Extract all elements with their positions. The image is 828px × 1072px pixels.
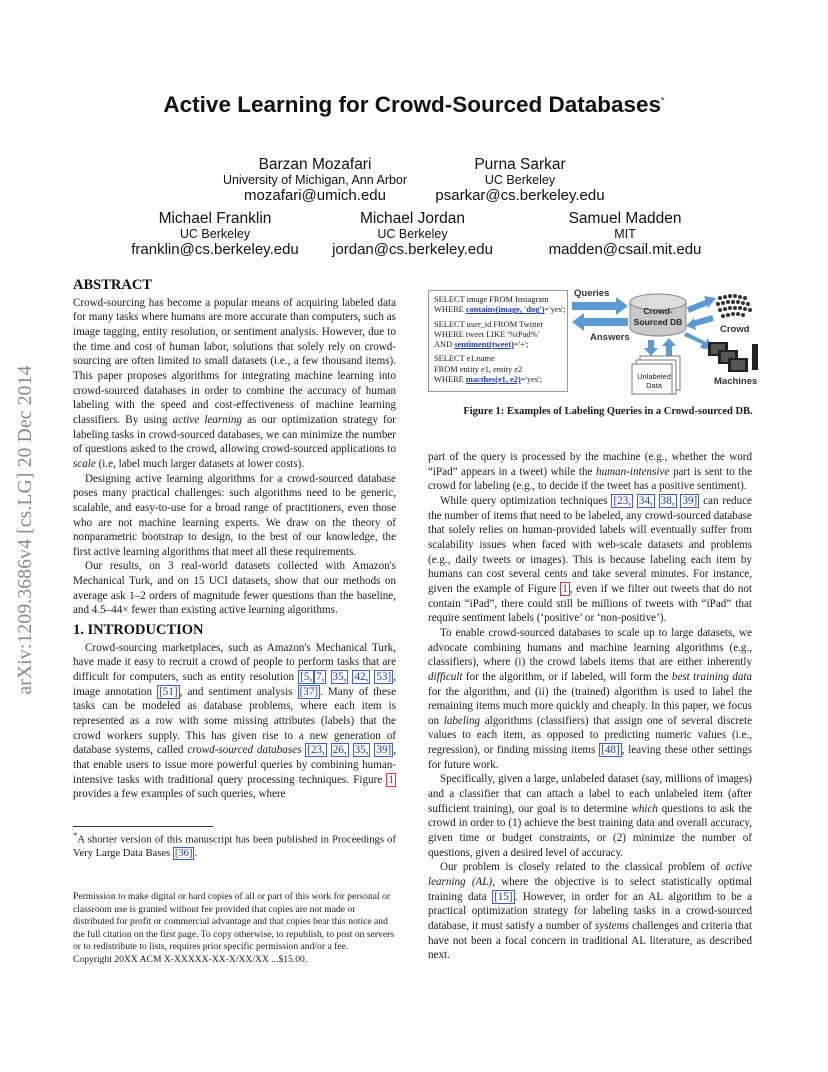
figure-link[interactable]: 1: [388, 773, 394, 786]
arxiv-stamp: [6, 290, 46, 770]
intro-paragraph: Crowd-sourcing marketplaces, such as Amazon's Mechanical Turk, have made it easy to recruit a crowd of people to perform tasks that are difficult for computers, such as entity resolution [5, 7, 35, 42, 53] , image annotation [51] , and sentiment analysis [37] . Many of these tasks can be modeled as database problems, where each item is represented as a row with some missing attributes (labels) that the crowd workers supply. This has given rise to a new generation of database systems, called crowd-sourced databases [23, 26, 35, 39] , that enable users to issue more powerful queries by combining human-intensive tasks with traditional query processing techniques. Figure 1 provides a few examples of such queries, where: [73, 641, 397, 801]
author-block: [405, 156, 635, 205]
citation-link[interactable]: 42,: [354, 671, 369, 684]
citation-link[interactable]: 39]: [682, 494, 698, 507]
queries-label: Queries: [574, 288, 610, 299]
author-block: [310, 210, 515, 259]
data-arrow: [644, 340, 658, 356]
author-block: [110, 210, 320, 259]
permission-text: Permission to make digital or hard copies of all or part of this work for personal or classroom use is granted without fee provided that copies are not made or distributed for profit or commercial advantage and that copies bear this notice and the full citation on the first page. To copy otherwise, to republish, to post on servers or to redistribute to lists, requires prior specific permission and/or a fee.: [73, 891, 395, 952]
body-paragraph: Specifically, given a large, unlabeled dataset (say, millions of images) and a classifier that can attach a label to each unlabeled item (after sufficient training), our goal is to determine which questions to ask the crowd in order to (1) achieve the best training data and overall accuracy, given time or budget constraints, or (2) minimize the number of questions, given a desired level of accuracy.: [428, 773, 752, 859]
citation-link[interactable]: 34,: [638, 494, 653, 507]
query-examples-box: [428, 290, 568, 392]
figure-diagram: [568, 284, 788, 396]
author-email[interactable]: mozafari@umich.edu: [244, 187, 386, 204]
body-paragraph: part of the query is processed by the machine (e.g., whether the word “iPad” appears in a tweet) while the human-intensive part is sent to the crowd for labeling (e.g., to decide if the tweet has a positive sentiment).: [428, 451, 752, 493]
citation-link[interactable]: [23,: [307, 744, 325, 757]
machines-label: Machines: [714, 376, 758, 387]
author-affiliation: UC Berkeley: [484, 173, 556, 187]
citation-link[interactable]: 53]: [376, 671, 392, 684]
citation-link[interactable]: [36]: [174, 848, 193, 860]
queries-arrow: [572, 297, 628, 315]
paper-title: [0, 92, 828, 118]
abstract-paragraph: Our results, on 3 real-world datasets collected with Amazon's Mechanical Turk, and on 15 UCI datasets, show that our methods on average ask 1–2 orders of magnitude fewer questions than the baseline, and 4.5–44× fewer than existing active learning algorithms.: [73, 560, 396, 617]
query-line: SELECT user_id FROM Twitter: [434, 319, 544, 329]
figure-caption-label: Figure 1:: [463, 406, 505, 417]
body-paragraph: Our problem is closely related to the classical problem of active learning (AL), where the objective is to select statistically optimal training data [15] . However, in order for an AL algorithm to be a practical optimization strategy for labeling tasks in a crowd-sourced database, it must satisfy a number of systems challenges and criteria that have not been a focal concern in traditional AL literature, as described next.: [428, 861, 752, 962]
db-label: Sourced DB: [633, 317, 683, 327]
query-line: WHERE contains(image, 'dog')='yes';: [434, 305, 566, 315]
machines-computer-icon: [708, 342, 758, 372]
crowd-arrow: [688, 302, 708, 310]
query-line: SELECT image FROM Instagram: [434, 295, 549, 304]
citation-link[interactable]: [48]: [601, 744, 620, 757]
citation-link[interactable]: 38,: [660, 494, 675, 507]
answers-arrow: [572, 313, 628, 331]
title-text: Active Learning for Crowd-Sourced Databases: [163, 92, 662, 117]
query-line: AND sentiment(tweet)='+';: [434, 340, 529, 350]
figure-caption-text: Examples of Labeling Queries in a Crowd-sourced DB.: [506, 406, 753, 417]
footnote-rule: [73, 826, 213, 827]
author-affiliation: UC Berkeley: [179, 227, 251, 241]
section-heading-introduction: 1. INTRODUCTION: [73, 622, 204, 639]
crowd-arrow: [692, 318, 713, 324]
abstract-paragraph: Designing active learning algorithms for a crowd-sourced database poses many practical challenges: such algorithms need to be generic, scalable, and easy-to-use for a broad range of practitioners, even those who are not machine learning experts. We draw on the theory of nonparametric bootstrap to design, to the best of our knowledge, the first active learning algorithms that meet all these requirements.: [73, 472, 396, 558]
footnote-mark: *: [73, 830, 78, 840]
query-line: WHERE macthes(e1, e2)='yes';: [434, 375, 542, 385]
figure-link[interactable]: 1: [562, 582, 568, 595]
author-email[interactable]: madden@csail.mit.edu: [548, 241, 702, 258]
citation-link[interactable]: 7,: [316, 671, 325, 684]
author-block: [190, 156, 440, 205]
author-affiliation: MIT: [614, 227, 636, 241]
body-paragraph: While query optimization techniques [23, 34, 38, 39] can reduce the number of items that need to be labeled, any crowd-sourced database that solely relies on human-provided labels will eventually suffer from scalability issues when faced with web-scale datasets and problems (e.g., daily tweets or images). This is because labeling each item by humans can cost several cents and take several minutes. For instance, given the example of Figure 1 , even if we filter out tweets that do not contain “iPad”, there could still be millions of tweets with “iPad” that require sentiment labels (‘positive’ or ‘non-positive’).: [428, 494, 752, 625]
author-email[interactable]: psarkar@cs.berkeley.edu: [435, 187, 605, 204]
author-affiliation: University of Michigan, Ann Arbor: [222, 173, 408, 187]
db-label: Crowd-: [643, 306, 673, 316]
answers-label: Answers: [590, 332, 630, 343]
crowd-people-icon: [716, 294, 752, 318]
citation-link[interactable]: 26,: [332, 744, 347, 757]
data-label: Unlabeled: [637, 372, 671, 381]
citation-link[interactable]: 35,: [354, 744, 369, 757]
citation-link[interactable]: [15]: [494, 890, 513, 903]
author-name: Purna Sarkar: [474, 156, 566, 173]
data-arrow: [662, 338, 676, 356]
arxiv-id: arXiv:1209.3686v4 [cs.LG] 20 Dec 2014: [15, 365, 36, 695]
author-name: Barzan Mozafari: [258, 156, 372, 173]
author-name: Michael Franklin: [158, 210, 272, 227]
machines-arrow: [684, 332, 712, 350]
citation-link[interactable]: [5,: [300, 671, 313, 684]
left-column: [73, 278, 396, 802]
right-column: [428, 450, 752, 963]
query-line: SELECT e1.name: [434, 354, 495, 364]
author-email[interactable]: jordan@cs.berkeley.edu: [332, 241, 493, 258]
title-footnote-mark: *: [661, 95, 665, 106]
citation-link[interactable]: 35,: [332, 671, 347, 684]
citation-link[interactable]: [51]: [159, 685, 178, 698]
crowd-label: Crowd: [720, 324, 750, 335]
citation-link[interactable]: 39]: [376, 744, 392, 757]
footnote: *A shorter version of this manuscript has been published in Proceedings of Very Large Data Bases [36] .: [73, 830, 396, 860]
permission-notice: [73, 891, 396, 966]
data-label: Data: [646, 381, 662, 390]
query-line: WHERE tweet LIKE '%iPad%': [434, 329, 540, 339]
author-affiliation: UC Berkeley: [377, 227, 448, 241]
query-line: FROM entity e1, entity e2: [434, 364, 523, 374]
author-name: Samuel Madden: [568, 210, 682, 227]
copyright-line: Copyright 20XX ACM X-XXXXX-XX-X/XX/XX ...$15.00.: [73, 953, 308, 965]
author-name: Michael Jordan: [359, 210, 466, 227]
figure-caption: [428, 406, 788, 417]
citation-link[interactable]: [37]: [299, 685, 319, 698]
abstract-paragraph: Crowd-sourcing has become a popular means of acquiring labeled data for many tasks where humans are more accurate than computers, such as image tagging, entity resolution, or sentiment analysis. However, due to the time and cost of human labor, solutions that solely rely on crowd-sourcing are often limited to small datasets (i.e., a few thousand items). This paper proposes algorithms for integrating machine learning into crowd-sourced databases in order to combine the accuracy of human labeling with the speed and cost-effectiveness of machine learning classifiers. By using active learning as our optimization strategy for labeling tasks in crowd-sourced databases, we can minimize the number of questions asked to the crowd, allowing crowd-sourced applications to scale (i.e, label much larger datasets at lower costs).: [73, 296, 396, 470]
author-email[interactable]: franklin@cs.berkeley.edu: [131, 241, 299, 258]
citation-link[interactable]: [23,: [613, 494, 632, 507]
abstract-heading: ABSTRACT: [73, 277, 152, 293]
author-block: [515, 210, 735, 259]
figure-1: [428, 284, 788, 396]
body-paragraph: To enable crowd-sourced databases to scale up to large datasets, we advocate combining humans and machine learning algorithms (e.g., classifiers), where (i) the crowd labels items that are either inherently difficult for the algorithm, or if labeled, will form the best training data for the algorithm, and (ii) the (trained) algorithm is used to label the remaining items much more quickly and cheaply. In this paper, we focus on labeling algorithms (classifiers) that assign one of several discrete values to each item, as opposed to predicting numeric values (i.e., regression), or finding missing items [48] , leaving these other settings for future work.: [428, 626, 752, 771]
